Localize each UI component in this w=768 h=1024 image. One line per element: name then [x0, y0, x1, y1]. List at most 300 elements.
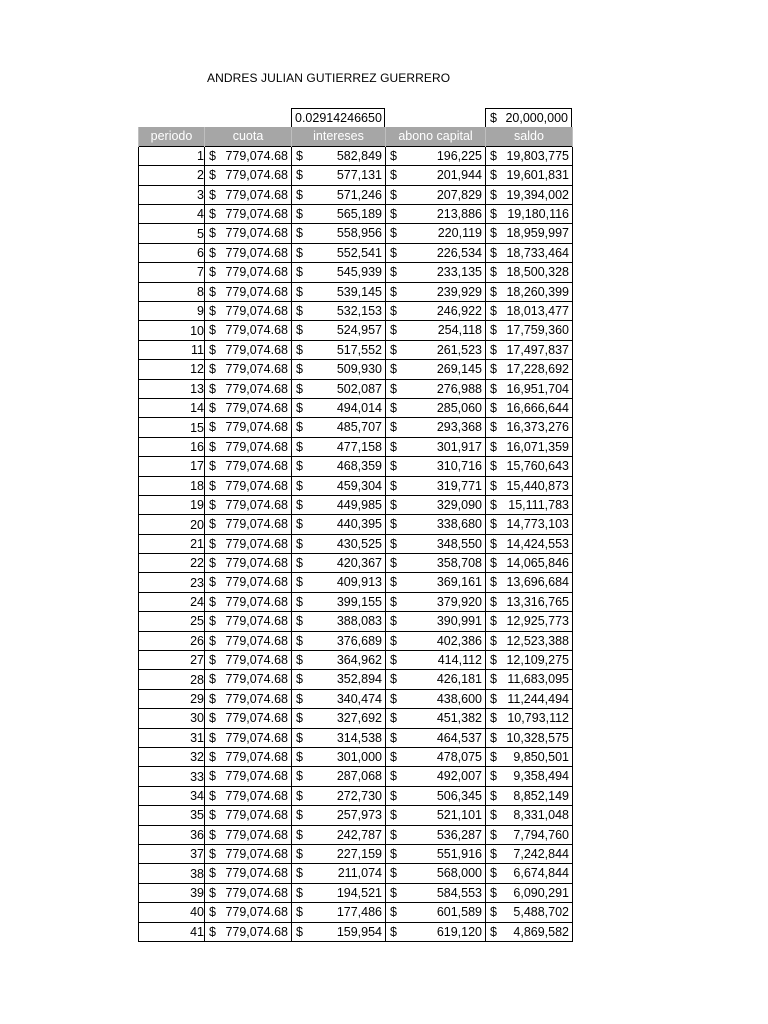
- intereses-cell[interactable]: [292, 205, 386, 224]
- saldo-cell[interactable]: [486, 922, 573, 941]
- intereses-cell[interactable]: [292, 437, 386, 456]
- saldo-cell[interactable]: [486, 670, 573, 689]
- abono-capital-cell[interactable]: [386, 379, 486, 398]
- cuota-cell[interactable]: [205, 263, 292, 282]
- currency-symbol: $: [209, 497, 216, 512]
- intereses-cell[interactable]: [292, 398, 386, 417]
- periodo-cell[interactable]: 2: [139, 166, 205, 185]
- periodo-cell[interactable]: 22: [139, 554, 205, 573]
- abono-capital-cell[interactable]: [386, 340, 486, 359]
- currency-symbol: $: [490, 323, 497, 338]
- cuota-cell[interactable]: [205, 612, 292, 631]
- cuota-cell[interactable]: [205, 302, 292, 321]
- saldo-cell[interactable]: [486, 864, 573, 883]
- currency-symbol: $: [296, 614, 303, 629]
- currency-symbol: $: [296, 323, 303, 338]
- cuota-cell[interactable]: [205, 883, 292, 902]
- cell-value: 414,112: [437, 653, 482, 668]
- saldo-cell[interactable]: [486, 263, 573, 282]
- saldo-cell[interactable]: [486, 592, 573, 611]
- periodo-cell[interactable]: 28: [139, 670, 205, 689]
- currency-symbol: $: [390, 459, 397, 474]
- cell-value: 779,074.68: [225, 575, 288, 590]
- cuota-cell[interactable]: [205, 437, 292, 456]
- abono-capital-cell[interactable]: [386, 166, 486, 185]
- abono-capital-cell[interactable]: [386, 302, 486, 321]
- periodo-cell[interactable]: 3: [139, 185, 205, 204]
- cuota-cell[interactable]: [205, 379, 292, 398]
- intereses-cell[interactable]: [292, 825, 386, 844]
- cell-value: 779,074.68: [225, 594, 288, 609]
- abono-capital-cell[interactable]: [386, 689, 486, 708]
- cell-value: 314,538: [336, 730, 382, 745]
- table-row: [139, 340, 573, 359]
- cell-value: 242,787: [336, 827, 382, 842]
- periodo-cell[interactable]: 27: [139, 651, 205, 670]
- cuota-cell[interactable]: [205, 864, 292, 883]
- cuota-cell[interactable]: [205, 786, 292, 805]
- abono-capital-cell[interactable]: [386, 515, 486, 534]
- cell-value: 582,849: [336, 148, 382, 163]
- saldo-cell[interactable]: [486, 844, 573, 863]
- periodo-cell[interactable]: 19: [139, 495, 205, 514]
- periodo-cell[interactable]: 29: [139, 689, 205, 708]
- currency-symbol: $: [296, 148, 303, 163]
- currency-symbol: $: [490, 653, 497, 668]
- currency-symbol: $: [209, 245, 216, 260]
- currency-symbol: $: [296, 633, 303, 648]
- table-row: [139, 806, 573, 825]
- intereses-cell[interactable]: [292, 709, 386, 728]
- header-intereses[interactable]: intereses: [292, 127, 386, 146]
- periodo-cell[interactable]: 11: [139, 340, 205, 359]
- cuota-cell[interactable]: [205, 360, 292, 379]
- table-row: [139, 302, 573, 321]
- cell-value: 18,260,399: [506, 284, 569, 299]
- abono-capital-cell[interactable]: [386, 224, 486, 243]
- abono-capital-cell[interactable]: [386, 864, 486, 883]
- cell-value: 12,523,388: [506, 633, 569, 648]
- abono-capital-cell[interactable]: [386, 185, 486, 204]
- saldo-cell[interactable]: [486, 689, 573, 708]
- cell-value: 779,074.68: [225, 750, 288, 764]
- periodo-cell[interactable]: 38: [139, 864, 205, 883]
- abono-capital-cell[interactable]: [386, 728, 486, 747]
- saldo-cell[interactable]: [486, 903, 573, 922]
- currency-symbol: $: [296, 439, 303, 454]
- periodo-cell[interactable]: 25: [139, 612, 205, 631]
- cuota-cell[interactable]: [205, 554, 292, 573]
- cell-value: 779,074.68: [225, 342, 288, 357]
- cell-value: 440,395: [336, 517, 382, 532]
- cuota-cell[interactable]: [205, 573, 292, 592]
- cell-value: 8,852,149: [513, 788, 569, 803]
- saldo-cell[interactable]: [486, 476, 573, 495]
- intereses-cell[interactable]: [292, 476, 386, 495]
- saldo-cell[interactable]: [486, 554, 573, 573]
- cell-value: 402,386: [436, 633, 482, 648]
- cuota-cell[interactable]: [205, 457, 292, 476]
- periodo-cell[interactable]: 23: [139, 573, 205, 592]
- abono-capital-cell[interactable]: [386, 592, 486, 611]
- cuota-cell[interactable]: [205, 166, 292, 185]
- saldo-cell[interactable]: [486, 166, 573, 185]
- saldo-cell[interactable]: [486, 573, 573, 592]
- cell-value: 532,153: [336, 304, 382, 319]
- saldo-cell[interactable]: [486, 224, 573, 243]
- cell-value: 194,521: [336, 885, 382, 900]
- table-row: [139, 166, 573, 185]
- intereses-cell[interactable]: [292, 806, 386, 825]
- currency-symbol: $: [390, 148, 397, 163]
- cuota-cell[interactable]: [205, 495, 292, 514]
- cuota-cell[interactable]: [205, 689, 292, 708]
- saldo-cell[interactable]: [486, 457, 573, 476]
- periodo-cell[interactable]: 18: [139, 476, 205, 495]
- saldo-cell[interactable]: [486, 398, 573, 417]
- cell-value: 9,358,494: [513, 769, 569, 784]
- intereses-cell[interactable]: [292, 767, 386, 786]
- saldo-cell[interactable]: [486, 612, 573, 631]
- intereses-cell[interactable]: [292, 379, 386, 398]
- intereses-cell[interactable]: [292, 302, 386, 321]
- currency-symbol: $: [390, 672, 397, 687]
- intereses-cell[interactable]: [292, 612, 386, 631]
- abono-capital-cell[interactable]: [386, 631, 486, 650]
- cell-value: 449,985: [336, 497, 382, 512]
- cell-value: 779,074.68: [225, 187, 288, 202]
- periodo-cell[interactable]: 24: [139, 592, 205, 611]
- currency-symbol: $: [390, 420, 397, 435]
- saldo-cell[interactable]: [486, 534, 573, 553]
- abono-capital-cell[interactable]: [386, 709, 486, 728]
- currency-symbol: $: [390, 265, 397, 280]
- intereses-cell[interactable]: [292, 360, 386, 379]
- saldo-cell[interactable]: [486, 418, 573, 437]
- intereses-cell[interactable]: [292, 670, 386, 689]
- currency-symbol: $: [490, 226, 497, 241]
- cell-value: 779,074.68: [225, 614, 288, 629]
- saldo-cell[interactable]: [486, 767, 573, 786]
- cell-value: 19,803,775: [506, 148, 569, 163]
- abono-capital-cell[interactable]: [386, 457, 486, 476]
- cell-value: 779,074.68: [225, 265, 288, 280]
- periodo-cell[interactable]: 4: [139, 205, 205, 224]
- intereses-cell[interactable]: [292, 903, 386, 922]
- currency-symbol: $: [209, 265, 216, 280]
- currency-symbol: $: [209, 420, 216, 435]
- cell-value: 301,000: [336, 750, 382, 764]
- header-periodo[interactable]: periodo: [139, 127, 205, 146]
- cuota-cell[interactable]: [205, 534, 292, 553]
- saldo-cell[interactable]: [486, 883, 573, 902]
- table-header-row: [139, 127, 573, 146]
- periodo-cell[interactable]: 7: [139, 263, 205, 282]
- intereses-cell[interactable]: [292, 573, 386, 592]
- cell-value: 327,692: [336, 711, 382, 726]
- cuota-cell[interactable]: [205, 709, 292, 728]
- currency-symbol: $: [390, 381, 397, 396]
- periodo-cell[interactable]: 6: [139, 243, 205, 262]
- saldo-cell[interactable]: [486, 282, 573, 301]
- currency-symbol: $: [209, 924, 216, 939]
- periodo-cell[interactable]: 26: [139, 631, 205, 650]
- intereses-cell[interactable]: [292, 495, 386, 514]
- currency-symbol: $: [296, 808, 303, 823]
- abono-capital-cell[interactable]: [386, 554, 486, 573]
- saldo-cell[interactable]: [486, 146, 573, 165]
- abono-capital-cell[interactable]: [386, 825, 486, 844]
- periodo-cell[interactable]: 39: [139, 883, 205, 902]
- abono-capital-cell[interactable]: [386, 360, 486, 379]
- cell-value: 376,689: [336, 633, 382, 648]
- currency-symbol: $: [390, 323, 397, 338]
- abono-capital-cell[interactable]: [386, 767, 486, 786]
- intereses-cell[interactable]: [292, 844, 386, 863]
- periodo-cell[interactable]: 5: [139, 224, 205, 243]
- cuota-cell[interactable]: [205, 825, 292, 844]
- intereses-cell[interactable]: [292, 146, 386, 165]
- saldo-cell[interactable]: [486, 205, 573, 224]
- cuota-cell[interactable]: [205, 224, 292, 243]
- saldo-cell[interactable]: [486, 302, 573, 321]
- table-row: [139, 437, 573, 456]
- cuota-cell[interactable]: [205, 418, 292, 437]
- cuota-cell[interactable]: [205, 515, 292, 534]
- intereses-cell[interactable]: [292, 185, 386, 204]
- intereses-cell[interactable]: [292, 224, 386, 243]
- abono-capital-cell[interactable]: [386, 263, 486, 282]
- periodo-cell[interactable]: 8: [139, 282, 205, 301]
- periodo-cell[interactable]: 1: [139, 146, 205, 165]
- cuota-cell[interactable]: [205, 806, 292, 825]
- saldo-cell[interactable]: [486, 321, 573, 340]
- cuota-cell[interactable]: [205, 844, 292, 863]
- intereses-cell[interactable]: [292, 166, 386, 185]
- abono-capital-cell[interactable]: [386, 476, 486, 495]
- periodo-cell[interactable]: 13: [139, 379, 205, 398]
- abono-capital-cell[interactable]: [386, 282, 486, 301]
- cell-value: 226,534: [436, 245, 482, 260]
- header-abono-capital[interactable]: abono capital: [386, 127, 486, 146]
- saldo-cell[interactable]: [486, 709, 573, 728]
- intereses-cell[interactable]: [292, 728, 386, 747]
- saldo-cell[interactable]: [486, 495, 573, 514]
- saldo-cell[interactable]: [486, 631, 573, 650]
- abono-capital-cell[interactable]: [386, 398, 486, 417]
- currency-symbol: $: [209, 827, 216, 842]
- cuota-cell[interactable]: [205, 476, 292, 495]
- periodo-cell[interactable]: 10: [139, 321, 205, 340]
- currency-symbol: $: [390, 284, 397, 299]
- cuota-cell[interactable]: [205, 185, 292, 204]
- cell-value: 779,074.68: [225, 420, 288, 435]
- saldo-cell[interactable]: [486, 728, 573, 747]
- cuota-cell[interactable]: [205, 321, 292, 340]
- abono-capital-cell[interactable]: [386, 437, 486, 456]
- cell-value: 551,916: [436, 846, 482, 861]
- header-saldo[interactable]: saldo: [486, 127, 573, 146]
- intereses-cell[interactable]: [292, 631, 386, 650]
- abono-capital-cell[interactable]: [386, 883, 486, 902]
- periodo-cell[interactable]: 16: [139, 437, 205, 456]
- currency-symbol: $: [490, 808, 497, 823]
- intereses-cell[interactable]: [292, 748, 386, 767]
- saldo-cell[interactable]: [486, 786, 573, 805]
- currency-symbol: $: [209, 381, 216, 396]
- saldo-cell[interactable]: [486, 243, 573, 262]
- cell-value: 779,074.68: [225, 226, 288, 241]
- abono-capital-cell[interactable]: [386, 903, 486, 922]
- table-row: [139, 321, 573, 340]
- currency-symbol: $: [209, 362, 216, 377]
- cuota-cell[interactable]: [205, 398, 292, 417]
- cell-value: 352,894: [336, 672, 382, 687]
- currency-symbol: $: [296, 459, 303, 474]
- intereses-cell[interactable]: [292, 554, 386, 573]
- cell-value: 254,118: [437, 323, 482, 338]
- currency-symbol: $: [296, 304, 303, 319]
- saldo-cell[interactable]: [486, 379, 573, 398]
- periodo-cell[interactable]: 36: [139, 825, 205, 844]
- currency-symbol: $: [296, 400, 303, 415]
- saldo-cell[interactable]: [486, 340, 573, 359]
- cuota-cell[interactable]: [205, 205, 292, 224]
- saldo-cell[interactable]: [486, 825, 573, 844]
- intereses-cell[interactable]: [292, 418, 386, 437]
- saldo-cell[interactable]: [486, 748, 573, 767]
- periodo-cell[interactable]: 31: [139, 728, 205, 747]
- cuota-cell[interactable]: [205, 243, 292, 262]
- saldo-cell[interactable]: [486, 651, 573, 670]
- saldo-cell[interactable]: [486, 515, 573, 534]
- periodo-cell[interactable]: 12: [139, 360, 205, 379]
- interest-rate-cell[interactable]: 0.02914246650: [291, 108, 385, 128]
- currency-symbol: $: [390, 342, 397, 357]
- currency-symbol: $: [296, 381, 303, 396]
- cuota-cell[interactable]: [205, 146, 292, 165]
- cell-value: 779,074.68: [225, 536, 288, 551]
- currency-symbol: $: [209, 168, 216, 183]
- currency-symbol: $: [390, 226, 397, 241]
- abono-capital-cell[interactable]: [386, 922, 486, 941]
- periodo-cell[interactable]: 33: [139, 767, 205, 786]
- abono-capital-cell[interactable]: [386, 612, 486, 631]
- saldo-cell[interactable]: [486, 437, 573, 456]
- currency-symbol: $: [296, 788, 303, 803]
- abono-capital-cell[interactable]: [386, 573, 486, 592]
- abono-capital-cell[interactable]: [386, 243, 486, 262]
- cell-value: 779,074.68: [225, 788, 288, 803]
- periodo-cell[interactable]: 37: [139, 844, 205, 863]
- periodo-cell[interactable]: 17: [139, 457, 205, 476]
- intereses-cell[interactable]: [292, 864, 386, 883]
- intereses-cell[interactable]: [292, 651, 386, 670]
- cell-value: 779,074.68: [225, 633, 288, 648]
- intereses-cell[interactable]: [292, 883, 386, 902]
- abono-capital-cell[interactable]: [386, 844, 486, 863]
- intereses-cell[interactable]: [292, 263, 386, 282]
- abono-capital-cell[interactable]: [386, 534, 486, 553]
- currency-symbol: $: [490, 575, 497, 590]
- saldo-cell[interactable]: [486, 360, 573, 379]
- abono-capital-cell[interactable]: [386, 146, 486, 165]
- abono-capital-cell[interactable]: [386, 205, 486, 224]
- abono-capital-cell[interactable]: [386, 495, 486, 514]
- currency-symbol: $: [490, 536, 497, 551]
- intereses-cell[interactable]: [292, 243, 386, 262]
- periodo-cell[interactable]: 15: [139, 418, 205, 437]
- periodo-cell[interactable]: 9: [139, 302, 205, 321]
- periodo-cell[interactable]: 35: [139, 806, 205, 825]
- abono-capital-cell[interactable]: [386, 786, 486, 805]
- periodo-cell[interactable]: 20: [139, 515, 205, 534]
- periodo-cell[interactable]: 30: [139, 709, 205, 728]
- periodo-cell[interactable]: 41: [139, 922, 205, 941]
- intereses-cell[interactable]: [292, 282, 386, 301]
- abono-capital-cell[interactable]: [386, 651, 486, 670]
- cell-value: 15,440,873: [506, 478, 569, 493]
- saldo-cell[interactable]: [486, 806, 573, 825]
- abono-capital-cell[interactable]: [386, 748, 486, 767]
- intereses-cell[interactable]: [292, 340, 386, 359]
- table-row: [139, 360, 573, 379]
- saldo-cell[interactable]: [486, 185, 573, 204]
- intereses-cell[interactable]: [292, 689, 386, 708]
- intereses-cell[interactable]: [292, 515, 386, 534]
- currency-symbol: $: [490, 769, 497, 784]
- periodo-cell[interactable]: 21: [139, 534, 205, 553]
- header-cuota[interactable]: cuota: [205, 127, 292, 146]
- intereses-cell[interactable]: [292, 922, 386, 941]
- cuota-cell[interactable]: [205, 728, 292, 747]
- cuota-cell[interactable]: [205, 282, 292, 301]
- cuota-cell[interactable]: [205, 903, 292, 922]
- cuota-cell[interactable]: [205, 748, 292, 767]
- principal-amount-cell[interactable]: [485, 108, 572, 128]
- periodo-cell[interactable]: 32: [139, 748, 205, 767]
- cell-value: 779,074.68: [225, 323, 288, 338]
- cell-value: 285,060: [436, 400, 482, 415]
- cuota-cell[interactable]: [205, 767, 292, 786]
- cuota-cell[interactable]: [205, 631, 292, 650]
- currency-symbol: $: [296, 207, 303, 222]
- cuota-cell[interactable]: [205, 922, 292, 941]
- periodo-cell[interactable]: 40: [139, 903, 205, 922]
- table-row: [139, 612, 573, 631]
- cuota-cell[interactable]: [205, 651, 292, 670]
- intereses-cell[interactable]: [292, 786, 386, 805]
- intereses-cell[interactable]: [292, 457, 386, 476]
- abono-capital-cell[interactable]: [386, 670, 486, 689]
- cuota-cell[interactable]: [205, 670, 292, 689]
- intereses-cell[interactable]: [292, 321, 386, 340]
- currency-symbol: $: [209, 575, 216, 590]
- periodo-cell[interactable]: 34: [139, 786, 205, 805]
- periodo-cell[interactable]: 14: [139, 398, 205, 417]
- intereses-cell[interactable]: [292, 534, 386, 553]
- abono-capital-cell[interactable]: [386, 806, 486, 825]
- cuota-cell[interactable]: [205, 592, 292, 611]
- table-row: [139, 631, 573, 650]
- cell-value: 293,368: [436, 420, 482, 435]
- abono-capital-cell[interactable]: [386, 418, 486, 437]
- cuota-cell[interactable]: [205, 340, 292, 359]
- intereses-cell[interactable]: [292, 592, 386, 611]
- abono-capital-cell[interactable]: [386, 321, 486, 340]
- currency-symbol: $: [390, 885, 397, 900]
- currency-symbol: $: [490, 304, 497, 319]
